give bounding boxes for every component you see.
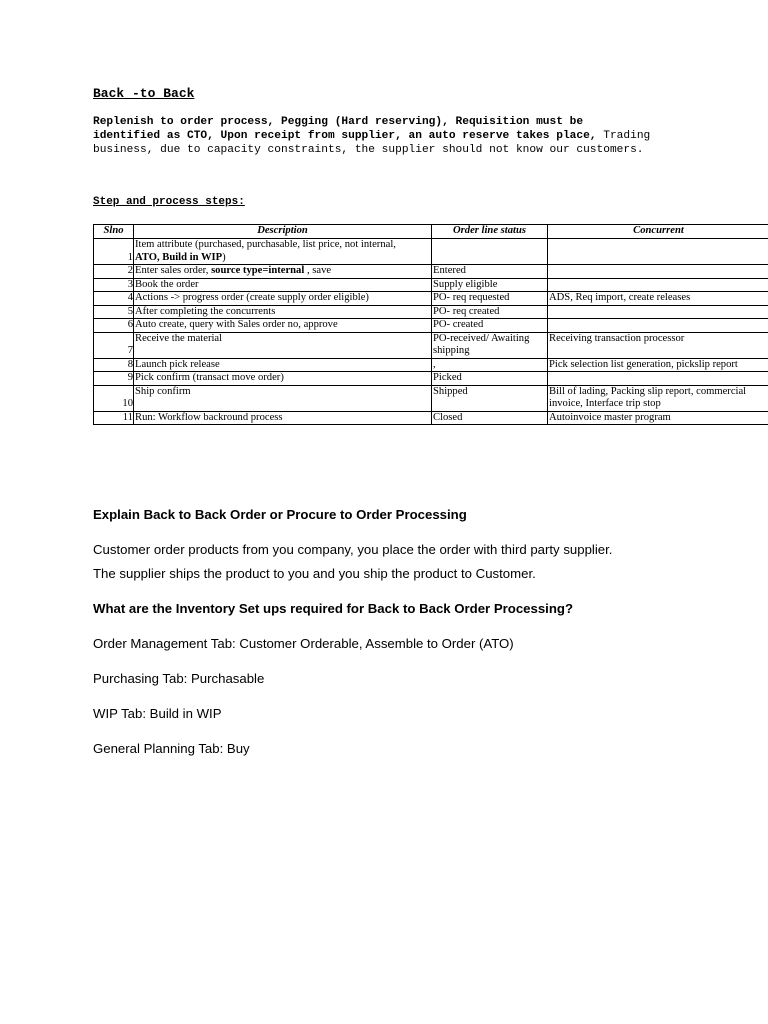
- desc-bold-text: source type=internal: [211, 265, 305, 276]
- answer-line-2: The supplier ships the product to you and you ship the product to Customer.: [93, 566, 536, 581]
- table-row: [94, 385, 768, 411]
- cell-concurrent: Autoinvoice master program: [548, 411, 768, 425]
- cell-status: PO-received/ Awaiting shipping: [432, 332, 548, 358]
- table-row: [94, 278, 768, 292]
- table-row: [94, 411, 768, 425]
- cell-description: [134, 265, 432, 279]
- cell-slno: 7: [94, 332, 134, 358]
- header-order-line-status: Order line status: [432, 225, 548, 239]
- table-row: [94, 265, 768, 279]
- table-row: [94, 358, 768, 372]
- cell-status: Supply eligible: [432, 278, 548, 292]
- intro-line-1-bold: Replenish to order process, Pegging (Hard reserving), Requisition must be: [93, 116, 584, 128]
- table-row: [94, 372, 768, 386]
- intro-line-1: [93, 115, 753, 129]
- cell-status: Entered: [432, 265, 548, 279]
- intro-line-2-bold: identified as CTO, Upon receipt from supplier, an auto reserve takes place,: [93, 130, 597, 142]
- cell-description: Actions -> progress order (create supply order eligible): [134, 292, 432, 306]
- intro-line-2: [93, 129, 753, 143]
- cell-status: Picked: [432, 372, 548, 386]
- cell-status: PO- req created: [432, 305, 548, 319]
- cell-description: Book the order: [134, 278, 432, 292]
- cell-slno: 1: [94, 239, 134, 265]
- desc-text: Item attribute (purchased, purchasable, list price, not internal,: [135, 239, 396, 250]
- setup-order-management: Order Management Tab: Customer Orderable, Assemble to Order (ATO): [93, 636, 514, 651]
- cell-description: Pick confirm (transact move order): [134, 372, 432, 386]
- question-back-to-back: Explain Back to Back Order or Procure to Order Processing: [93, 507, 467, 522]
- cell-description: Auto create, query with Sales order no, approve: [134, 319, 432, 333]
- table-header-row: [94, 225, 768, 239]
- cell-description: Ship confirm: [134, 385, 432, 411]
- cell-concurrent: [548, 239, 768, 265]
- table-row: [94, 332, 768, 358]
- cell-concurrent: [548, 305, 768, 319]
- answer-line-1: Customer order products from you company, you place the order with third party supplier.: [93, 542, 613, 557]
- cell-status: ,: [432, 358, 548, 372]
- table-row: [94, 319, 768, 333]
- cell-concurrent: [548, 319, 768, 333]
- cell-status: Shipped: [432, 385, 548, 411]
- cell-slno: 5: [94, 305, 134, 319]
- table-row: [94, 305, 768, 319]
- desc-text-post: , save: [304, 265, 332, 276]
- intro-paragraph: [93, 115, 753, 157]
- header-description: Description: [134, 225, 432, 239]
- cell-concurrent: ADS, Req import, create releases: [548, 292, 768, 306]
- page-title: Back -to Back: [93, 86, 195, 101]
- cell-concurrent: [548, 372, 768, 386]
- setup-purchasing: Purchasing Tab: Purchasable: [93, 671, 265, 686]
- setup-general-planning: General Planning Tab: Buy: [93, 741, 250, 756]
- setup-wip: WIP Tab: Build in WIP: [93, 706, 222, 721]
- cell-status: PO- created: [432, 319, 548, 333]
- cell-description: Run: Workflow backround process: [134, 411, 432, 425]
- desc-text-post: ): [222, 251, 226, 263]
- intro-line-2-normal: Trading: [596, 130, 651, 142]
- table-row: [94, 292, 768, 306]
- cell-slno: 11: [94, 411, 134, 425]
- cell-slno: 3: [94, 278, 134, 292]
- cell-concurrent: [548, 278, 768, 292]
- cell-status: Closed: [432, 411, 548, 425]
- cell-description: After completing the concurrents: [134, 305, 432, 319]
- cell-slno: 8: [94, 358, 134, 372]
- steps-table: [93, 224, 768, 425]
- desc-text: Enter sales order,: [135, 265, 212, 276]
- cell-description: Launch pick release: [134, 358, 432, 372]
- cell-concurrent: Receiving transaction processor: [548, 332, 768, 358]
- cell-description: Receive the material: [134, 332, 432, 358]
- cell-description: [134, 239, 432, 265]
- header-slno: Slno: [94, 225, 134, 239]
- cell-slno: 2: [94, 265, 134, 279]
- cell-concurrent: [548, 265, 768, 279]
- header-concurrent: Concurrent: [548, 225, 768, 239]
- cell-slno: 6: [94, 319, 134, 333]
- question-inventory-setups: What are the Inventory Set ups required for Back to Back Order Processing?: [93, 601, 574, 616]
- cell-slno: 4: [94, 292, 134, 306]
- cell-status: PO- req requested: [432, 292, 548, 306]
- cell-slno: 10: [94, 385, 134, 411]
- cell-concurrent: Pick selection list generation, pickslip report: [548, 358, 768, 372]
- intro-line-3: business, due to capacity constraints, the supplier should not know our customers.: [93, 144, 644, 156]
- cell-slno: 9: [94, 372, 134, 386]
- cell-status: [432, 239, 548, 265]
- cell-concurrent: Bill of lading, Packing slip report, commercial invoice, Interface trip stop: [548, 385, 768, 411]
- desc-bold-text: ATO, Build in WIP: [135, 251, 223, 263]
- steps-heading: Step and process steps:: [93, 196, 245, 208]
- table-row: [94, 239, 768, 265]
